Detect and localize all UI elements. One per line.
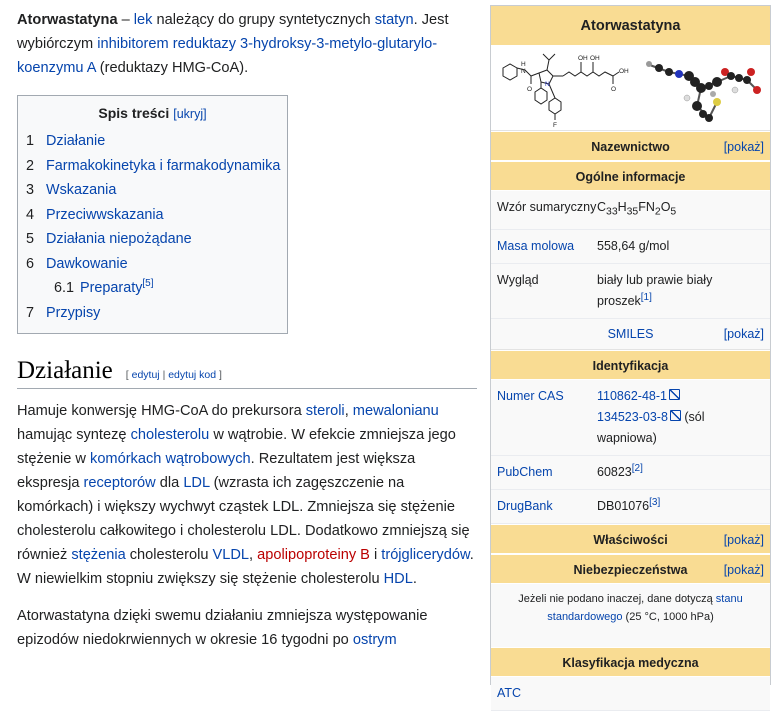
toc-link-przeciwwskazania[interactable]: Przeciwwskazania	[46, 206, 164, 223]
section-label: Nazewnictwo	[591, 140, 670, 154]
svg-text:O: O	[611, 86, 617, 93]
link-reduktazy[interactable]: reduktazy 3-hydroksy-3-metylo-glutarylo-koenzymu A	[17, 36, 438, 76]
infobox-title: Atorwastatyna	[491, 6, 770, 46]
paragraph-dzialanie: Hamuje konwersję HMG-CoA do prekursora steroli, mewalonianu hamując syntezę cholesterolu w wątrobie. W efekcie zmniejsza jego stężenie w komórkach wątrobowych. Rezultatem jest większa ekspresja receptorów dla LDL (wzrasta ich zagęszczenie na komórkach) i większy wychwyt cząstek LDL. Zmniejsza się stężenie cholesterolu całkowitego i cholesterolu LDL. Dodatkowo zmniejszą się również stężenia cholesterolu VLDL, apolipoproteiny B i trójglicerydów. W niewielkim stopniu zwiększy się stężenie cholesterolu HDL.	[17, 403, 474, 587]
show-niebezpieczenstwa-button[interactable]: [pokaż]	[723, 562, 764, 577]
toc-link-przypisy[interactable]: Przypisy	[46, 304, 101, 321]
link-stan-standardowy[interactable]: stanu standardowego	[547, 592, 743, 623]
section-label: Niebezpieczeństwa	[573, 562, 688, 577]
link-lek[interactable]: lek	[133, 12, 153, 28]
link-ldl[interactable]: LDL	[183, 475, 210, 491]
infobox-section-identyfikacja: Identyfikacja	[491, 350, 770, 380]
label-wyglad: Wygląd	[497, 272, 539, 287]
show-nazewnictwo-button[interactable]: [pokaż]	[723, 140, 764, 154]
toc-subitem[interactable]: 6.1 Preparaty[5]	[54, 278, 154, 296]
link-trojglicerydow[interactable]: trójglicerydów	[381, 547, 470, 563]
ref-2[interactable]: [2]	[631, 462, 643, 474]
section-heading	[17, 356, 477, 389]
svg-text:OH: OH	[619, 68, 629, 75]
row-wyglad	[491, 264, 770, 319]
infobox-images	[491, 46, 770, 131]
toc-item[interactable]: 6 Dawkowanie	[26, 255, 128, 272]
section-label: Właściwości	[593, 532, 668, 547]
table-of-contents	[17, 95, 288, 334]
toc-link-dzialanie[interactable]: Działanie	[46, 133, 106, 149]
toc-item[interactable]: 4 Przeciwwskazania	[26, 206, 164, 223]
link-apolipoproteiny-b[interactable]: apolipoproteiny B	[257, 547, 370, 563]
svg-text:O: O	[527, 86, 533, 93]
smiles-link[interactable]: SMILES	[607, 326, 654, 341]
value-masa: 558,64 g/mol	[597, 238, 670, 253]
infobox-section-wlasciwosci	[491, 524, 770, 554]
toc-item[interactable]: 1 Działanie	[26, 133, 106, 149]
value-pubchem: 60823[2]	[597, 462, 643, 479]
ref-5[interactable]: [5]	[142, 278, 154, 290]
edit-code-link[interactable]: edytuj kod	[168, 369, 217, 381]
svg-text:N: N	[521, 68, 526, 75]
toc-link-dzialania-niepozadane[interactable]: Działania niepożądane	[46, 231, 192, 247]
infobox-section-niebezpieczenstwa	[491, 554, 770, 584]
toc-item[interactable]: 5 Działania niepożądane	[26, 231, 192, 247]
paragraph-atorwastatyna: Atorwastatyna dzięki swemu działaniu zmniejsza występowanie epizodów niedokrwiennych w okresie 16 tygodni po ostrym	[17, 608, 428, 648]
toc-item[interactable]: 7 Przypisy	[26, 304, 101, 321]
infobox-section-nazewnictwo	[491, 131, 770, 161]
toc-title: Spis treści	[98, 105, 170, 121]
row-masa	[491, 230, 770, 264]
section-title: Działanie	[17, 357, 113, 384]
toc-toggle-button[interactable]: [ukryj]	[173, 107, 207, 121]
link-ostrym[interactable]: ostrym	[352, 632, 397, 648]
svg-text:N: N	[545, 81, 550, 88]
infobox-smiles-row	[491, 319, 770, 350]
row-wzor	[491, 191, 770, 230]
show-smiles-button[interactable]: [pokaż]	[723, 326, 764, 341]
link-inhibitorem[interactable]: inhibitorem	[97, 36, 169, 52]
toc-item[interactable]: 2 Farmakokinetyka i farmakodynamika	[26, 157, 281, 174]
link-masa-molowa[interactable]: Masa molowa	[497, 238, 575, 253]
link-numer-cas[interactable]: Numer CAS	[497, 388, 564, 403]
row-atc	[491, 677, 770, 711]
cas-link-1[interactable]: 110862-48-1	[597, 389, 680, 403]
toc-link-preparaty[interactable]: Preparaty	[80, 280, 143, 296]
link-mewalonianu[interactable]: mewalonianu	[352, 403, 439, 419]
show-wlasciwosci-button[interactable]: [pokaż]	[723, 532, 764, 547]
value-wzor: $C_{33}H_{35}FN_2O_5$	[597, 200, 677, 218]
value-cas: 110862-48-1 134523-03-8 (sól wapniowa)	[597, 388, 705, 445]
link-atc[interactable]: ATC	[497, 685, 522, 700]
intro-paragraph: Atorwastatyna – lek należący do grupy syntetycznych statyn. Jest wybiórczym inhibitorem reduktazy 3-hydroksy-3-metylo-glutarylo-koenzymu A (reduktazy HMG-CoA).	[17, 12, 449, 76]
infobox-spacer	[491, 634, 770, 647]
edit-link[interactable]: edytuj	[131, 369, 160, 381]
toc-header	[26, 103, 279, 124]
article-subject: Atorwastatyna	[17, 12, 118, 28]
label-wzor: Wzór sumaryczny	[497, 200, 597, 214]
link-cholesterolu[interactable]: cholesterolu	[130, 427, 210, 443]
svg-text:F: F	[553, 122, 557, 129]
svg-text:H: H	[521, 61, 526, 68]
svg-text:OH: OH	[578, 55, 588, 62]
link-steroli[interactable]: steroli	[305, 403, 345, 419]
standard-conditions-note: Jeżeli nie podano inaczej, dane dotyczą stanu standardowego (25 °C, 1000 hPa)	[491, 584, 770, 634]
molecule-3d-model-image[interactable]	[639, 46, 764, 131]
link-vldl[interactable]: VLDL	[212, 547, 250, 563]
structural-formula-image[interactable]	[495, 46, 635, 131]
link-komorkach-watrobowych[interactable]: komórkach wątrobowych	[90, 451, 251, 467]
link-drugbank[interactable]: DrugBank	[497, 498, 553, 513]
svg-text:OH: OH	[590, 55, 600, 62]
article-content	[17, 0, 477, 652]
link-hdl[interactable]: HDL	[383, 571, 413, 587]
toc-item[interactable]: 3 Wskazania	[26, 182, 117, 198]
link-receptorow[interactable]: receptorów	[83, 475, 156, 491]
toc-link-farmakokinetyka[interactable]: Farmakokinetyka i farmakodynamika	[46, 157, 281, 174]
link-stezenia[interactable]: stężenia	[71, 547, 126, 563]
infobox	[490, 5, 771, 700]
infobox-section-klasyfikacja: Klasyfikacja medyczna	[491, 647, 770, 677]
toc-link-dawkowanie[interactable]: Dawkowanie	[46, 255, 128, 272]
link-statyn[interactable]: statyn	[374, 12, 414, 28]
link-pubchem[interactable]: PubChem	[497, 464, 553, 479]
value-wyglad: biały lub prawie biały proszek[1]	[597, 272, 713, 308]
row-drugbank	[491, 490, 770, 524]
value-drugbank: DB01076[3]	[597, 496, 661, 513]
row-cas	[491, 380, 770, 456]
section-edit-links: [ edytuj | edytuj kod ]	[125, 369, 222, 381]
row-pubchem	[491, 456, 770, 490]
cas-link-2[interactable]: 134523-03-8	[597, 410, 681, 424]
infobox-section-ogolne: Ogólne informacje	[491, 161, 770, 191]
toc-link-wskazania[interactable]: Wskazania	[46, 182, 117, 198]
ref-3[interactable]: [3]	[649, 496, 661, 508]
ref-1[interactable]: [1]	[640, 291, 652, 303]
